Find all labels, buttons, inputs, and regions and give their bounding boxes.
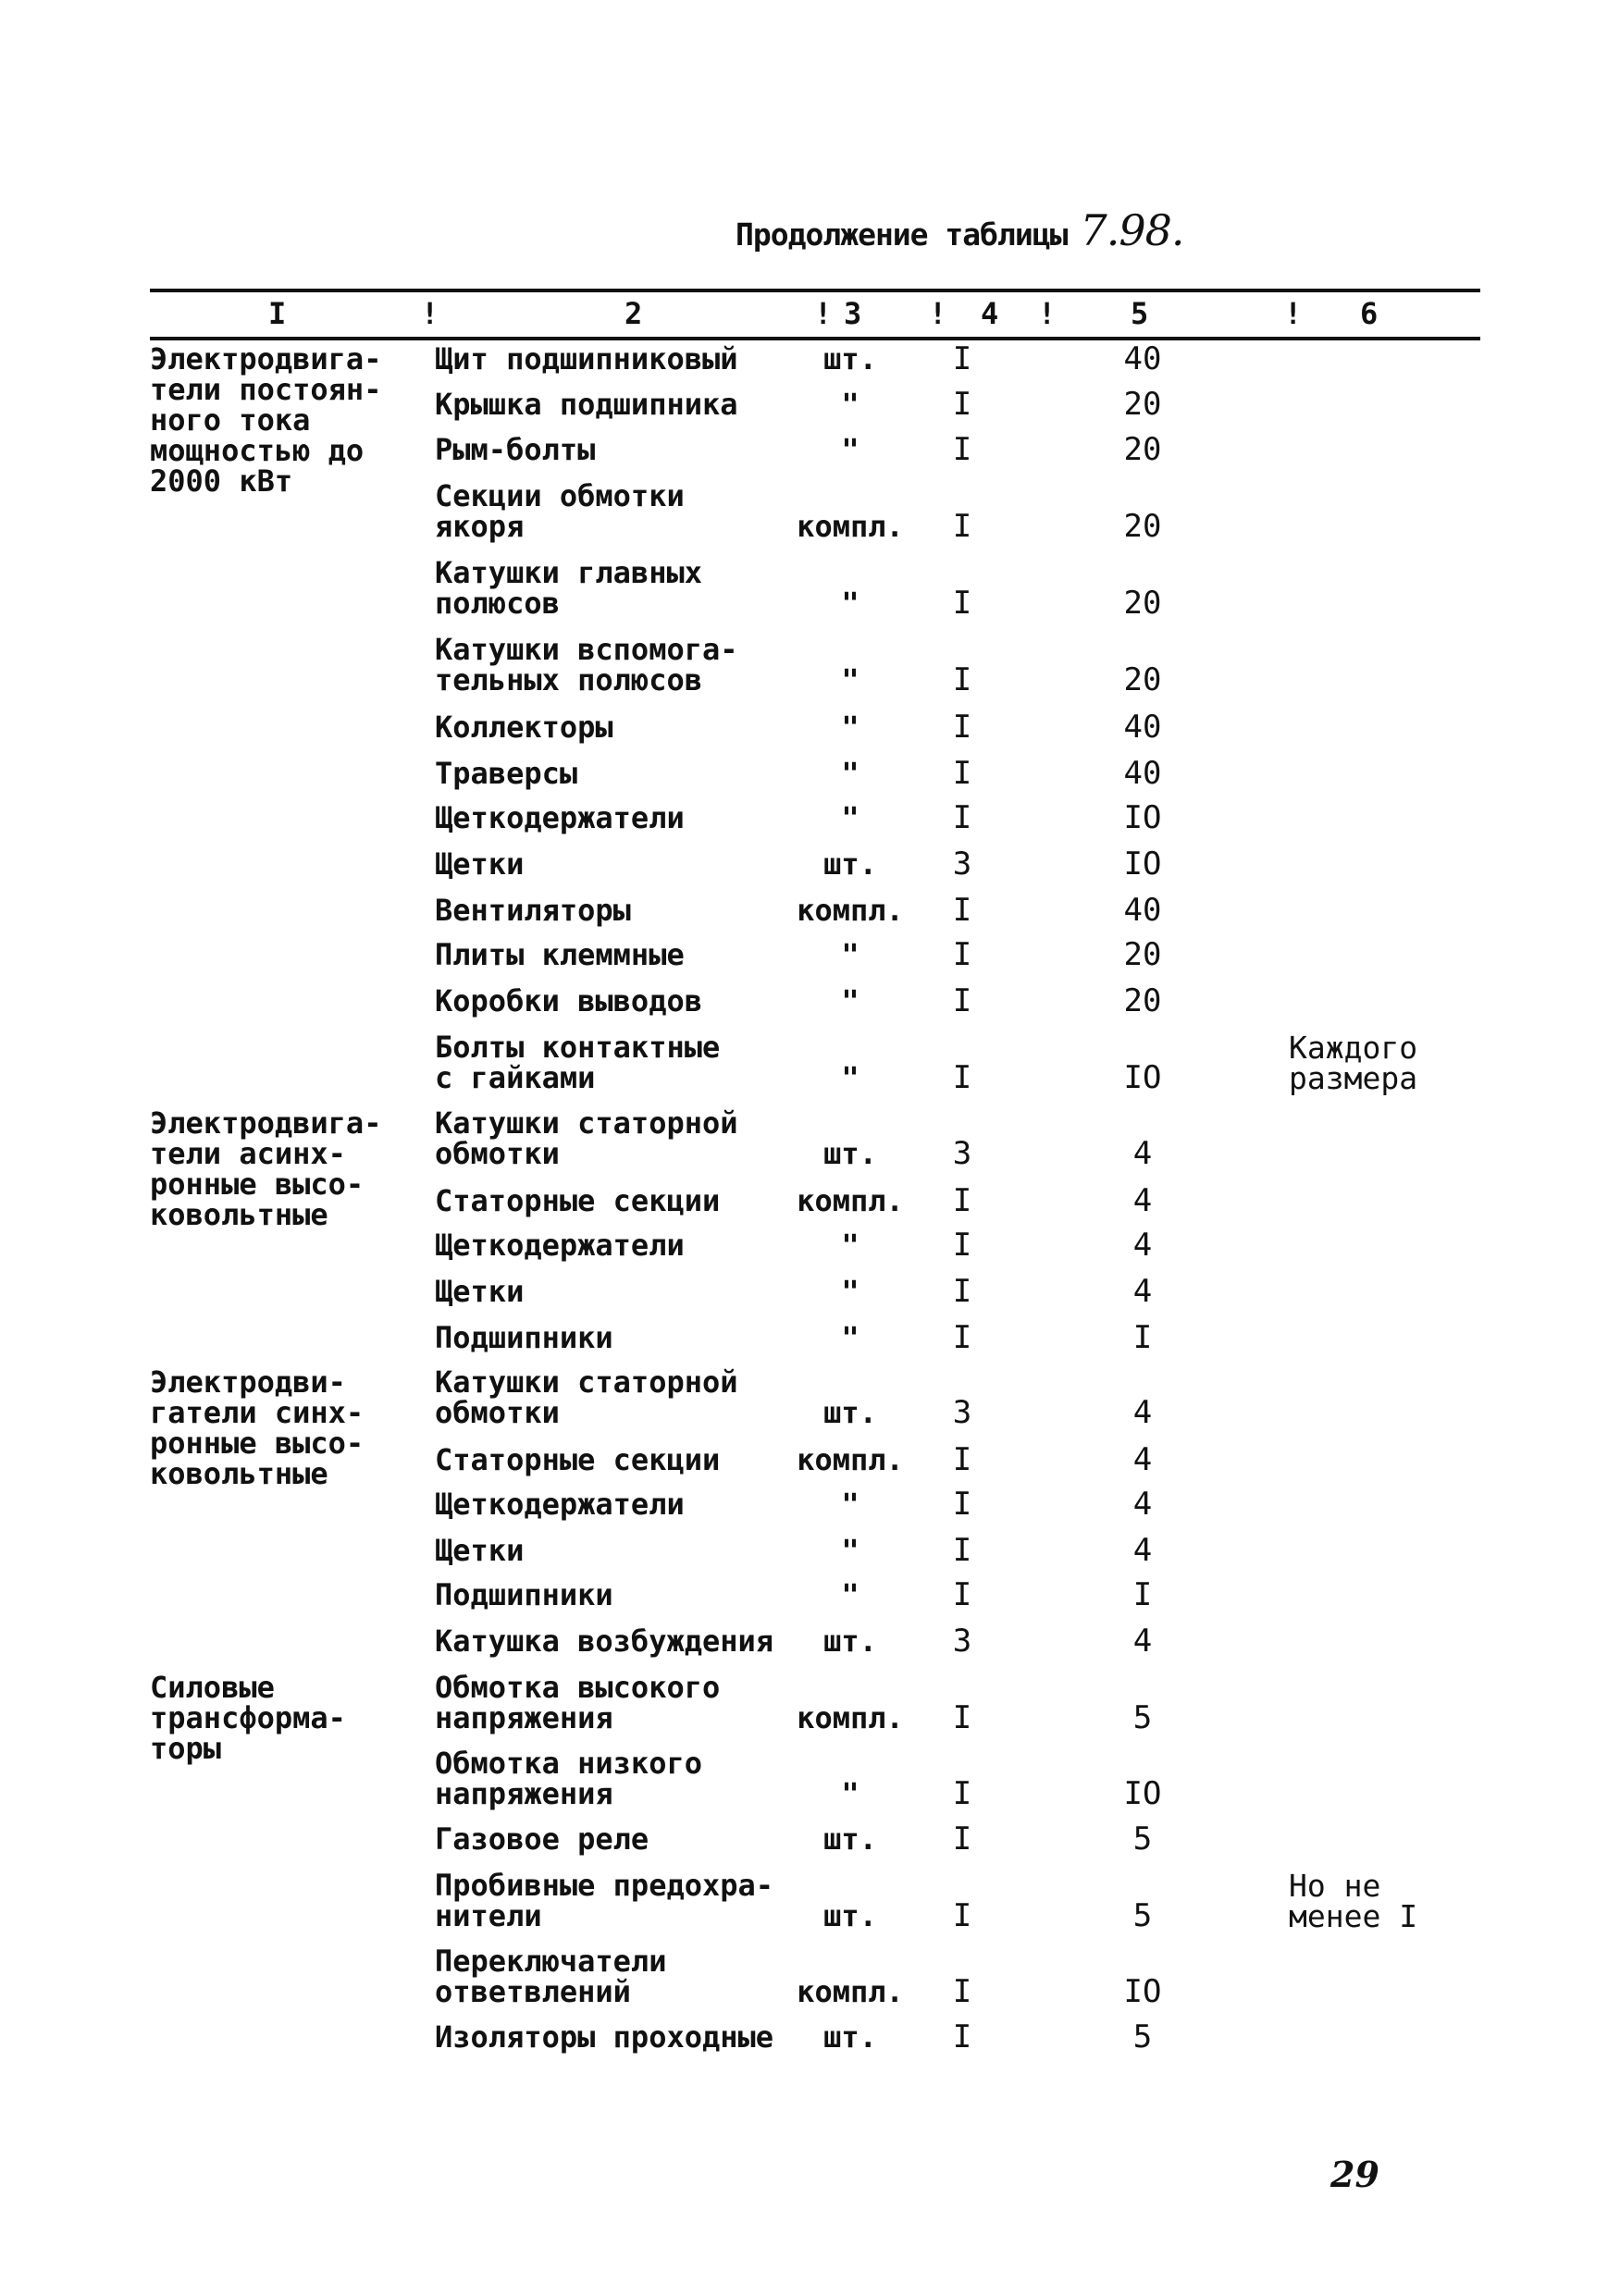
unit-cell: компл. <box>797 1700 904 1735</box>
qty-cell: I <box>952 1973 972 2010</box>
part-name: Болты контактные с гайками <box>435 1030 721 1095</box>
unit-cell: " <box>841 1274 859 1309</box>
page-number: 29 <box>1330 2154 1379 2195</box>
value-cell: 4 <box>1132 1273 1153 1310</box>
value-cell: 20 <box>1123 508 1162 545</box>
equipment-group-label: Электродвига- тели постоян- ного тока мощностью до 2000 кВт <box>150 341 382 499</box>
unit-cell: компл. <box>797 893 904 928</box>
qty-cell: I <box>952 585 972 622</box>
qty-cell: I <box>952 431 972 468</box>
value-cell: 20 <box>1123 936 1162 973</box>
unit-cell: " <box>841 662 859 697</box>
value-cell: 4 <box>1132 1623 1153 1660</box>
unit-cell: шт. <box>823 2019 877 2055</box>
col-separator: ! <box>421 296 439 331</box>
col-separator: ! <box>1284 296 1303 331</box>
qty-cell: I <box>952 1227 972 1264</box>
unit-cell: " <box>841 1577 859 1612</box>
unit-cell: " <box>841 387 859 422</box>
value-cell: 20 <box>1123 386 1162 423</box>
value-cell: 4 <box>1132 1182 1153 1219</box>
part-name: Обмотка высокого напряжения <box>435 1670 721 1735</box>
part-name: Катушки главных полюсов <box>435 555 702 621</box>
unit-cell: шт. <box>823 1623 877 1659</box>
table-caption <box>736 205 1184 255</box>
part-name: Плиты клеммные <box>435 937 685 972</box>
unit-cell: " <box>841 1228 859 1263</box>
qty-cell: I <box>952 799 972 836</box>
part-name: Газовое реле <box>435 1821 649 1857</box>
value-cell: 5 <box>1132 1897 1153 1934</box>
unit-cell: компл. <box>797 1974 904 2009</box>
value-cell: 20 <box>1123 661 1162 698</box>
value-cell: 5 <box>1132 2018 1153 2055</box>
qty-cell: 3 <box>952 846 972 883</box>
qty-cell: I <box>952 1273 972 1310</box>
qty-cell: I <box>952 1059 972 1096</box>
part-name: Переключатели ответвлений <box>435 1944 667 2009</box>
col-header-5: 5 <box>1131 296 1149 331</box>
qty-cell: I <box>952 982 972 1019</box>
col-header-3: 3 <box>844 296 862 331</box>
value-cell: 40 <box>1123 709 1162 746</box>
unit-cell: шт. <box>823 846 877 882</box>
part-name: Катушки вспомога- тельных полюсов <box>435 632 738 697</box>
part-name: Катушки статорной обмотки <box>435 1105 738 1171</box>
part-name: Катушки статорной обмотки <box>435 1364 738 1430</box>
value-cell: IO <box>1123 846 1162 883</box>
value-cell: 20 <box>1123 982 1162 1019</box>
value-cell: 40 <box>1123 755 1162 792</box>
qty-cell: I <box>952 661 972 698</box>
caption-text: Продолжение таблицы <box>736 216 1068 253</box>
qty-cell: I <box>952 1182 972 1219</box>
unit-cell: " <box>841 1320 859 1355</box>
unit-cell: " <box>841 1487 859 1522</box>
col-header-2: 2 <box>625 296 643 331</box>
qty-cell: I <box>952 936 972 973</box>
qty-cell: 3 <box>952 1394 972 1431</box>
part-name: Щетки <box>435 846 525 882</box>
unit-cell: шт. <box>823 1136 877 1171</box>
part-name: Подшипники <box>435 1577 613 1612</box>
part-name: Пробивные предохра- нители <box>435 1868 774 1933</box>
part-name: Траверсы <box>435 756 578 791</box>
qty-cell: I <box>952 1532 972 1569</box>
part-name: Щеткодержатели <box>435 1228 685 1263</box>
qty-cell: 3 <box>952 1135 972 1172</box>
qty-cell: I <box>952 2018 972 2055</box>
col-header-4: 4 <box>981 296 999 331</box>
value-cell: IO <box>1123 1973 1162 2010</box>
value-cell: I <box>1132 1576 1153 1613</box>
qty-cell: I <box>952 755 972 792</box>
part-name: Вентиляторы <box>435 893 631 928</box>
value-cell: IO <box>1123 799 1162 836</box>
unit-cell: " <box>841 983 859 1018</box>
qty-cell: I <box>952 1897 972 1934</box>
value-cell: IO <box>1123 1775 1162 1812</box>
value-cell: 20 <box>1123 585 1162 622</box>
header-bottom-rule <box>150 337 1480 340</box>
unit-cell: компл. <box>797 509 904 544</box>
part-name: Крышка подшипника <box>435 387 738 422</box>
unit-cell: компл. <box>797 1183 904 1218</box>
qty-cell: I <box>952 508 972 545</box>
value-cell: 4 <box>1132 1227 1153 1264</box>
value-cell: 4 <box>1132 1394 1153 1431</box>
unit-cell: " <box>841 1776 859 1811</box>
part-name: Щетки <box>435 1533 525 1568</box>
equipment-group-label: Электродвига- тели асинх- ронные высо- ковольтные <box>150 1105 382 1232</box>
value-cell: 20 <box>1123 431 1162 468</box>
part-name: Статорные секции <box>435 1183 721 1218</box>
unit-cell: " <box>841 432 859 467</box>
value-cell: 5 <box>1132 1821 1153 1858</box>
value-cell: 4 <box>1132 1135 1153 1172</box>
equipment-group-label: Силовые трансформа- торы <box>150 1670 346 1766</box>
unit-cell: " <box>841 756 859 791</box>
qty-cell: I <box>952 1699 972 1736</box>
part-name: Изоляторы проходные <box>435 2019 774 2055</box>
unit-cell: шт. <box>823 341 877 376</box>
qty-cell: I <box>952 1821 972 1858</box>
col-separator: ! <box>1038 296 1057 331</box>
part-name: Щит подшипниковый <box>435 341 738 376</box>
qty-cell: I <box>952 1576 972 1613</box>
unit-cell: " <box>841 1060 859 1095</box>
table-number: 7.98. <box>1080 205 1184 255</box>
unit-cell: шт. <box>823 1395 877 1430</box>
part-name: Щетки <box>435 1274 525 1309</box>
part-name: Коллекторы <box>435 710 613 745</box>
qty-cell: I <box>952 1319 972 1356</box>
qty-cell: I <box>952 892 972 929</box>
part-name: Секции обмотки якоря <box>435 478 685 544</box>
value-cell: 4 <box>1132 1441 1153 1478</box>
note-cell: Но не менее I <box>1289 1868 1418 1934</box>
value-cell: 40 <box>1123 892 1162 929</box>
qty-cell: I <box>952 709 972 746</box>
value-cell: 4 <box>1132 1486 1153 1523</box>
header-top-rule <box>150 289 1480 292</box>
qty-cell: I <box>952 340 972 377</box>
qty-cell: 3 <box>952 1623 972 1660</box>
value-cell: 4 <box>1132 1532 1153 1569</box>
part-name: Статорные секции <box>435 1442 721 1477</box>
equipment-group-label: Электродви- гатели синх- ронные высо- ковольтные <box>150 1364 365 1491</box>
col-header-1: I <box>268 296 287 331</box>
part-name: Обмотка низкого напряжения <box>435 1746 702 1811</box>
col-separator: ! <box>814 296 833 331</box>
value-cell: 40 <box>1123 340 1162 377</box>
value-cell: IO <box>1123 1059 1162 1096</box>
part-name: Подшипники <box>435 1320 613 1355</box>
col-header-6: 6 <box>1360 296 1379 331</box>
unit-cell: компл. <box>797 1442 904 1477</box>
qty-cell: I <box>952 1441 972 1478</box>
part-name: Рым-болты <box>435 432 596 467</box>
value-cell: 5 <box>1132 1699 1153 1736</box>
value-cell: I <box>1132 1319 1153 1356</box>
unit-cell: шт. <box>823 1898 877 1933</box>
unit-cell: " <box>841 937 859 972</box>
unit-cell: шт. <box>823 1821 877 1857</box>
qty-cell: I <box>952 1775 972 1812</box>
unit-cell: " <box>841 800 859 835</box>
note-cell: Каждого размера <box>1289 1030 1418 1096</box>
qty-cell: I <box>952 1486 972 1523</box>
unit-cell: " <box>841 710 859 745</box>
unit-cell: " <box>841 586 859 621</box>
qty-cell: I <box>952 386 972 423</box>
col-separator: ! <box>929 296 947 331</box>
part-name: Щеткодержатели <box>435 800 685 835</box>
part-name: Катушка возбуждения <box>435 1623 774 1659</box>
part-name: Коробки выводов <box>435 983 702 1018</box>
unit-cell: " <box>841 1533 859 1568</box>
part-name: Щеткодержатели <box>435 1487 685 1522</box>
